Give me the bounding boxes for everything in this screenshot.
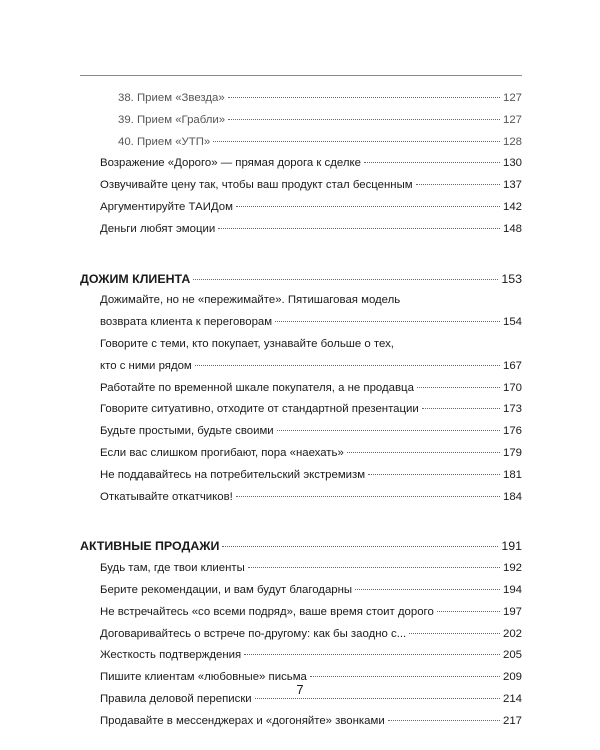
toc-entry[interactable] [80, 378, 522, 400]
toc-entry[interactable] [80, 153, 522, 175]
toc-entry[interactable] [80, 645, 522, 667]
dot-leader [364, 162, 500, 163]
dot-leader [244, 654, 500, 655]
dot-leader [409, 633, 500, 634]
toc-entry[interactable] [80, 132, 522, 154]
toc-section-title: ДОЖИМ КЛИЕНТА [80, 271, 191, 286]
dot-leader [248, 567, 500, 568]
toc-entry[interactable] [80, 602, 522, 624]
dot-leader [213, 141, 500, 142]
toc-entry-page: 170 [502, 381, 522, 394]
dot-leader [355, 589, 500, 590]
toc-entry[interactable] [80, 110, 522, 132]
toc-entry-title: 38. Прием «Звезда» [118, 92, 225, 104]
toc-entry-page: 173 [502, 403, 522, 416]
toc-section-page: 191 [501, 539, 522, 554]
toc-entry-title: Продавайте в мессенджерах и «догоняйте» звонками [100, 714, 385, 727]
toc-entry-title: Жесткость подтверждения [100, 649, 242, 662]
toc-entry[interactable] [80, 580, 522, 602]
toc-entry-title: кто с ними рядом [100, 359, 192, 372]
toc-entry-page: 179 [502, 446, 522, 459]
toc-entry-page: 154 [502, 316, 522, 329]
toc-entry-title: Работайте по временной шкале покупателя, а не продавца [100, 381, 414, 394]
dot-leader [437, 611, 500, 612]
toc-entry-title: Договаривайтесь о встрече по-другому: как бы заодно с... [100, 627, 407, 640]
dot-leader [416, 184, 500, 185]
dot-leader [275, 321, 500, 322]
header-rule [80, 75, 522, 76]
toc-entry-page: 184 [502, 490, 522, 503]
toc-entry-title: 39. Прием «Грабли» [118, 113, 226, 126]
toc-entry-title: Озвучивайте цену так, чтобы ваш продукт стал бесценным [100, 179, 413, 192]
toc-entry[interactable] [80, 465, 522, 487]
dot-leader [222, 546, 498, 547]
toc-entry[interactable] [80, 443, 522, 465]
dot-leader [417, 387, 500, 388]
toc-section-aktivnye-prodazhi[interactable] [80, 536, 522, 558]
toc-entry-title: Не поддавайтесь на потребительский экстремизм [100, 468, 366, 481]
toc-entry[interactable] [80, 175, 522, 197]
toc-entry-page: 217 [502, 714, 522, 727]
toc-entry-title: Откатывайте откатчиков! [100, 490, 233, 503]
table-of-contents [80, 88, 522, 733]
toc-entry-page: 205 [502, 649, 522, 662]
dot-leader [368, 474, 500, 475]
toc-entry-page: 148 [502, 222, 522, 235]
dot-leader [255, 698, 500, 699]
toc-entry-page: 127 [502, 113, 522, 126]
toc-entry-title: Говорите ситуативно, отходите от стандартной презентации [100, 403, 419, 416]
dot-leader [236, 496, 500, 497]
toc-entry-page: 197 [502, 605, 522, 618]
toc-entry-page: 214 [502, 692, 522, 705]
toc-entry-page: 130 [502, 157, 522, 170]
toc-section-page: 153 [501, 271, 522, 286]
toc-section-dozhim-klienta[interactable] [80, 269, 522, 291]
toc-entry[interactable] [80, 219, 522, 241]
toc-entry-title: Пишите клиентам «любовные» письма [100, 671, 307, 684]
toc-entry-title: Берите рекомендации, и вам будут благодарны [100, 583, 353, 596]
toc-entry-page: 127 [502, 92, 522, 104]
toc-section-title: АКТИВНЫЕ ПРОДАЖИ [80, 539, 220, 554]
toc-entry-title: Возражение «Дорого» — прямая дорога к сделке [100, 157, 361, 170]
toc-entry-page: 202 [502, 627, 522, 640]
toc-entry-page: 181 [502, 468, 522, 481]
toc-entry-page: 194 [502, 583, 522, 596]
dot-leader [193, 279, 498, 280]
toc-entry-page: 142 [502, 200, 522, 213]
toc-entry-page: 192 [502, 562, 522, 575]
page-number: 7 [296, 682, 304, 697]
toc-entry[interactable] [80, 88, 522, 110]
toc-entry[interactable] [80, 197, 522, 219]
toc-entry[interactable] [80, 624, 522, 646]
toc-entry[interactable] [80, 421, 522, 443]
toc-entry-page: 128 [502, 135, 522, 148]
toc-entry[interactable] [80, 558, 522, 580]
dot-leader [228, 97, 500, 98]
toc-entry[interactable] [80, 399, 522, 421]
dot-leader [228, 119, 500, 120]
toc-entry-title: Не встречайтесь «со всеми подряд», ваше время стоит дорого [100, 605, 434, 618]
toc-entry[interactable] [80, 334, 522, 378]
dot-leader [388, 720, 500, 721]
toc-entry-title: Правила деловой переписки [100, 692, 252, 705]
dot-leader [218, 228, 500, 229]
toc-entry-page: 209 [502, 671, 522, 684]
dot-leader [195, 365, 500, 366]
dot-leader [422, 408, 500, 409]
toc-entry-title-line1: Дожимайте, но не «пережимайте». Пятишаговая модель [100, 294, 401, 307]
toc-entry[interactable] [80, 487, 522, 509]
toc-entry-title-line1: Говорите с теми, кто покупает, узнавайте больше о тех, [100, 337, 394, 350]
dot-leader [236, 206, 500, 207]
toc-entry[interactable] [80, 290, 522, 334]
toc-entry[interactable] [80, 711, 522, 733]
toc-entry-title: возврата клиента к переговорам [100, 316, 273, 329]
toc-entry-page: 137 [502, 179, 522, 192]
toc-entry-page: 176 [502, 425, 522, 438]
dot-leader [277, 430, 500, 431]
toc-entry-title: Аргументируйте ТАИДом [100, 200, 233, 213]
dot-leader [347, 452, 500, 453]
toc-entry-title: Деньги любят эмоции [100, 222, 216, 235]
toc-entry-title: Будьте простыми, будьте своими [100, 425, 274, 438]
dot-leader [310, 676, 500, 677]
toc-entry-page: 167 [502, 359, 522, 372]
toc-entry-title: Если вас слишком прогибают, пора «наехать» [100, 446, 344, 459]
toc-entry-title: 40. Прием «УТП» [118, 135, 211, 148]
toc-entry-title: Будь там, где твои клиенты [100, 562, 245, 575]
